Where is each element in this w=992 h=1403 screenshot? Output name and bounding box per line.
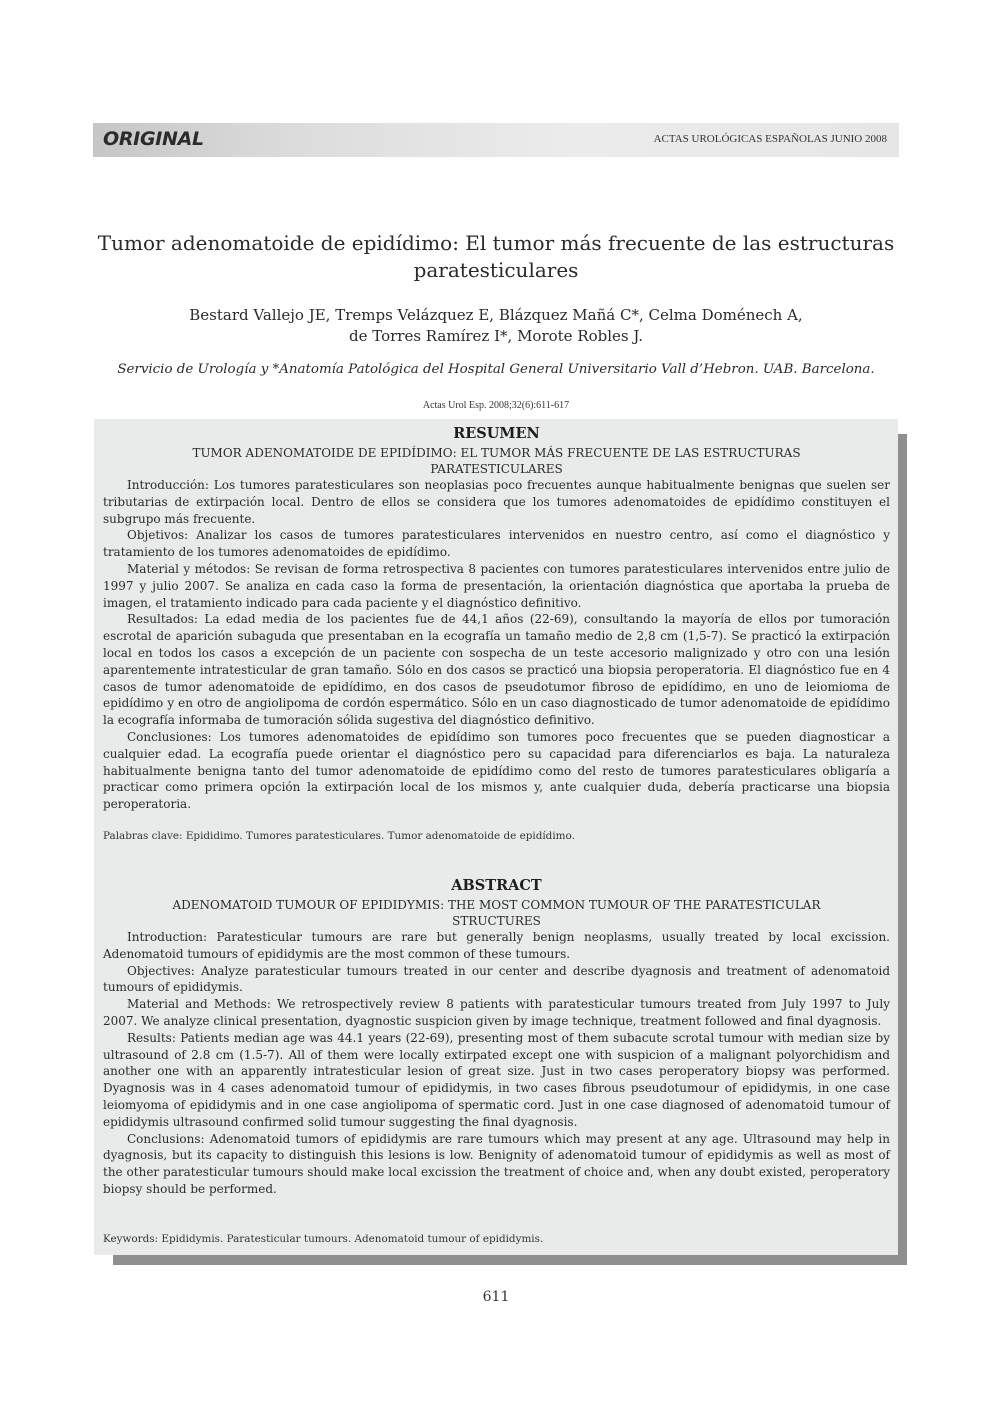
resumen-heading: RESUMEN [453, 425, 540, 442]
resumen-paragraph: Resultados: La edad media de los pacientes fue de 44,1 años (22-69), consultando la mayoría de ellos por tumoración escrotal de aparición subaguda que presentaban en la ecografía un tamaño medio de 2,8 cm (1,5-7). Se practicó la extirpación local en todos los casos a excepción de un paciente con sospecha de un teste accesorio malignizado y otro con una lesión aparentemente intratesticular de gran tamaño. Sólo en dos casos se practicó una biopsia peroperatoria. El diagnóstico fue en 4 casos de tumor adenomatoide de epidídimo, en dos casos de pseudotumor fibroso de epidídimo, en uno de leiomioma de epidídimo y en otro de angiolipoma de cordón espermático. Sólo en un caso diagnosticado de tumor adenomatoide de epidídimo la ecografía informaba de tumoración sólida sugestiva del diagnóstico definitivo. [103, 612, 890, 728]
resumen-paragraph: Material y métodos: Se revisan de forma retrospectiva 8 pacientes con tumores paratesticulares intervenidos entre julio de 1997 y julio 2007. Se analiza en cada caso la forma de presentación, la orientación diagnóstica que aportaba la prueba de imagen, el tratamiento indicado para cada paciente y el diagnóstico definitivo. [103, 561, 890, 610]
resumen-section [103, 425, 890, 813]
resumen-subtitle: TUMOR ADENOMATOIDE DE EPIDÍDIMO: EL TUMOR MÁS FRECUENTE DE LAS ESTRUCTURAS PARATESTICULARES [192, 446, 801, 476]
authors-line-1: Bestard Vallejo JE, Tremps Velázquez E, Blázquez Mañá C*, Celma Doménech A, [189, 306, 803, 324]
resumen-paragraph: Introducción: Los tumores paratesticulares son neoplasias poco frecuentes aunque habitualmente benignas que suelen ser tributarias de extirpación local. Dentro de ellos se considera que los tumores adenomatoides de epidídimo constituyen el subgrupo más frecuente. [103, 478, 890, 526]
abstract-paragraph: Material and Methods: We retrospectively review 8 patients with paratesticular tumours treated from July 1997 to July 2007. We analyze clinical presentation, dyagnostic suspicion given by image technique, treatment followed and final dyagnosis. [103, 997, 890, 1028]
resumen-keywords: Palabras clave: Epididimo. Tumores paratesticulares. Tumor adenomatoide de epidídimo. [103, 830, 575, 842]
article-title: Tumor adenomatoide de epidídimo: El tumor más frecuente de las estructuras paratesticulares [97, 231, 895, 282]
affiliation: Servicio de Urología y *Anatomía Patológica del Hospital General Universitario Vall d’Hebron. UAB. Barcelona. [117, 362, 875, 377]
abstract-paragraph: Objectives: Analyze paratesticular tumours treated in our center and describe dyagnosis and treatment of adenomatoid tumours of epididymis. [103, 963, 890, 995]
citation: Actas Urol Esp. 2008;32(6):611-617 [422, 400, 570, 411]
resumen-paragraph: Objetivos: Analizar los casos de tumores paratesticulares intervenidos en nuestro centro, así como el diagnóstico y tratamiento de los tumores adenomatoides de epidídimo. [103, 528, 890, 560]
abstract-paragraph: Conclusions: Adenomatoid tumors of epididymis are rare tumours which may present at any age. Ultrasound may help in dyagnosis, but its capacity to distinguish this lesions is low. Benignity of adenomatoid tumour of epididymis as well as most of the other paratesticular tumours should make local excission the treatment of choice and, when any doubt existed, peroperatory biopsy should be performed. [103, 1131, 890, 1196]
journal-name: ACTAS UROLÓGICAS ESPAÑOLAS JUNIO 2008 [653, 133, 887, 145]
page-number: 611 [482, 1289, 510, 1305]
abstract-keywords: Keywords: Epididymis. Paratesticular tumours. Adenomatoid tumour of epididymis. [103, 1233, 544, 1245]
abstract-subtitle: ADENOMATOID TUMOUR OF EPIDIDYMIS: THE MOST COMMON TUMOUR OF THE PARATESTICULAR STRUCTURES [172, 898, 821, 928]
abstract-paragraph: Introduction: Paratesticular tumours are rare but generally benign neoplasms, usually treated by local excission. Adenomatoid tumours of epididymis are the most common of these tumours. [103, 930, 890, 961]
header-bar [93, 123, 899, 157]
section-label: ORIGINAL [103, 128, 204, 150]
resumen-paragraph: Conclusiones: Los tumores adenomatoides de epidídimo son tumores poco frecuentes que se pueden diagnosticar a cualquier edad. La ecografía puede orientar el diagnóstico pero su capacidad para diferenciarlos es baja. La naturaleza habitualmente benigna tanto del tumor adenomatoide de epidídimo como del resto de tumores paratesticulares obligaría a practicar como primera opción la extirpación local de los mismos y, ante cualquier duda, debería practicarse una biopsia peroperatoria. [103, 729, 890, 812]
abstract-paragraph: Results: Patients median age was 44.1 years (22-69), presenting most of them subacute scrotal tumour with median size by ultrasound of 2.8 cm (1.5-7). All of them were locally extirpated except one with suspicion of a malignant polyorchidism and another one with an apparently intratesticular lesion of great size. Just in two cases peroperatory biopsy was performed. Dyagnosis was in 4 cases adenomatoid tumour of epididymis, in two cases fibrous pseudotumour of epididymis, in one case leiomyoma of epididymis and in one case angiolipoma of spermatic cord. Just in one case diagnosed of adenomatoid tumour of epididymis ultrasound confirmed solid tumour suggesting the final dyagnosis. [103, 1030, 890, 1129]
author-list [96, 305, 896, 347]
abstract-section [103, 877, 890, 1198]
authors-line-2: de Torres Ramírez I*, Morote Robles J. [348, 327, 644, 345]
abstract-heading: ABSTRACT [451, 877, 542, 894]
abstract-panel [94, 419, 898, 1255]
